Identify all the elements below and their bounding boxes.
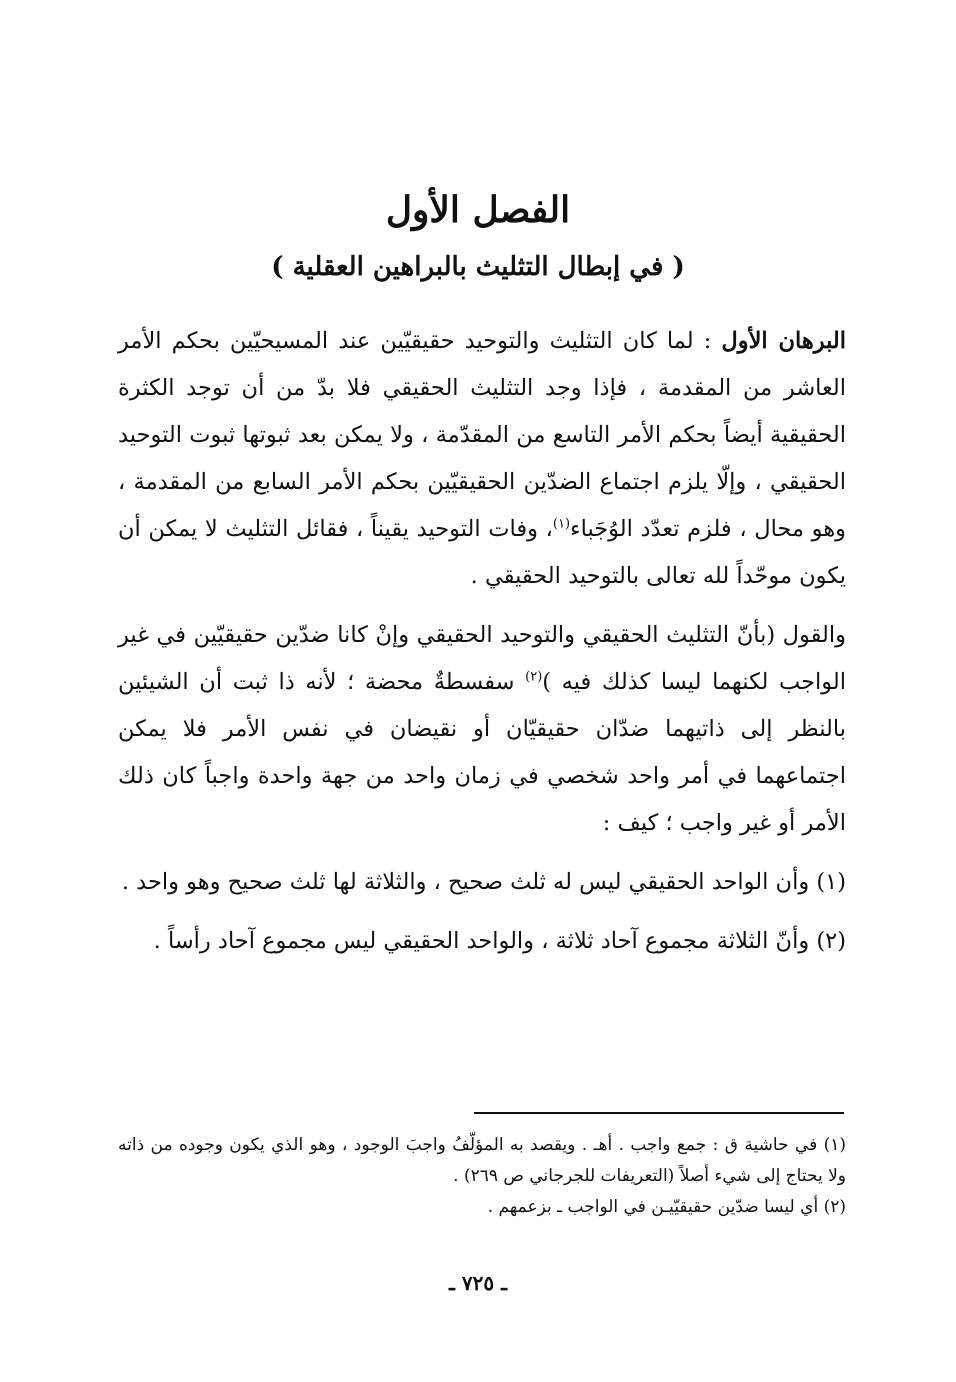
paragraph-first-proof [118,318,846,600]
paragraph-text: والقول (بأنّ التثليث الحقيقي والتوحيد الحقيقي وإنْ كانا ضدّين حقيقيّين في غير الواجب لكنهما ليسا كذلك فيه ) [118,622,846,695]
footnote-reference-1: (١) [552,516,571,532]
paragraph-text: : لما كان التثليث والتوحيد حقيقيّين عند المسيحيّين بحكم الأمر العاشر من المقدمة ، فإذا وجد التثليث الحقيقي فلا بدّ من أن توجد الكثرة الحقيقية أيضاً بحكم الأمر التاسع من المقدّمة ، ولا يمكن بعد ثبوتها ثبوت التوحيد الحقيقي ، وإلّا يلزم اجتماع الضدّين الحقيقيّين بحكم الأمر السابع من المقدمة ، وهو محال ، فلزم تعدّد الوُجَباء [118,328,847,542]
footnote-2: (٢) أي ليسا ضدّين حقيقيّيـن في الواجب ـ بزعمهم . [487,1197,846,1217]
chapter-title: الفصل الأول [385,189,571,231]
proof-heading: البرهان الأول [721,328,846,354]
main-text [118,318,846,977]
page-number: ـ ٧٢٥ ـ [449,1271,507,1295]
paragraph-point-1: (١) وأن الواحد الحقيقي ليس له ثلث صحيح ، والثلاثة لها ثلث صحيح وهو واحد . [121,869,846,895]
paragraph-point-2: (٢) وأنّ الثلاثة مجموع آحاد ثلاثة ، والواحد الحقيقي ليس مجموع آحاد رأساً . [153,928,846,954]
footnote-reference-2: (٢) [525,669,543,685]
paragraph-text: سفسطةٌ محضة ؛ لأنه ذا ثبت أن الشيئين بالنظر إلى ذاتيهما ضدّان حقيقيّان أو نقيضان في نفس الأمر فلا يمكن اجتماعهما في أمر واحد شخصي في زمان واحد من جهة واحدة واجباً كان ذلك الأمر أو غير واجب ؛ كيف : [118,669,846,836]
footnote-divider [474,1112,844,1114]
footnote-1: (١) في حاشية ق : جمع واجب . أهـ . ويقصد به المؤلّفُ واجبَ الوجود ، وهو الذي يكون وجوده من ذاته ولا يحتاج إلى شيء أصلاً (التعريفات للجرجاني ص ٢٦٩) . [118,1135,846,1186]
chapter-subtitle: ( في إبطال التثليث بالبراهين العقلية ) [271,252,685,282]
footnotes [118,1130,846,1223]
paragraph-sophistry [118,612,846,847]
paragraph-text: ، وفات التوحيد يقيناً ، فقائل التثليث لا يمكن أن يكون موحّداً لله تعالى بالتوحيد الحقيقي . [118,516,846,589]
